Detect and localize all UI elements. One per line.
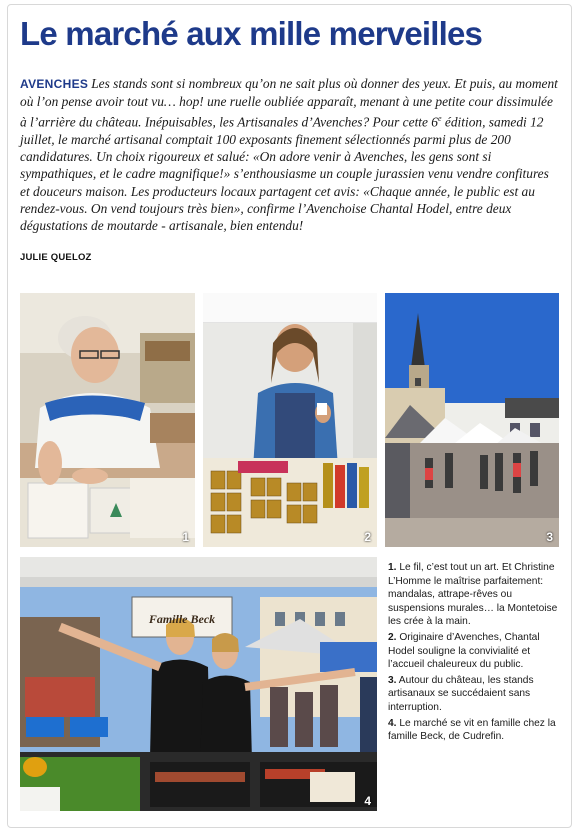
- caption-text: Le marché se vit en famille chez la famille Beck, de Cudrefin.: [388, 717, 556, 743]
- article-text-part-1: Les stands sont si nombreux qu’on ne sait plus où donner des yeux. Et puis, au moment où l’on pense avoir tout vu… hop! une ruelle oubliée apparaît, menant à une petite cour dissimulée à l’arrière du château. Inépuisables, les Artisanales d’Avenches? Pour cette 6: [20, 76, 558, 130]
- lead-location: AVENCHES: [20, 77, 89, 91]
- caption-1: [388, 561, 560, 629]
- ordinal-suffix: e: [438, 114, 442, 124]
- photo-number-2: 2: [364, 530, 371, 544]
- caption-number: 1.: [388, 562, 397, 573]
- byline: JULIE QUELOZ: [20, 252, 92, 263]
- caption-text: Le fil, c’est tout un art. Et Christine L’Homme le maîtrise parfaitement: mandalas, attrape-rêves ou suspensions murales… la Montetoise les crée à la main.: [388, 562, 558, 628]
- photo-number-3: 3: [546, 530, 553, 544]
- caption-2: [388, 631, 560, 672]
- caption-text: Originaire d’Avenches, Chantal Hodel souligne la convivialité et l’accueil chaleureux du public.: [388, 631, 540, 671]
- photo-mustard-vendor: [203, 293, 377, 547]
- stand-sign: Famille Beck: [148, 612, 216, 626]
- article-body: [20, 75, 558, 234]
- photo-captions: [388, 561, 560, 746]
- caption-number: 2.: [388, 631, 397, 643]
- caption-3: [388, 674, 560, 715]
- photo-castle-street-market: [385, 293, 559, 547]
- caption-number: 4.: [388, 717, 397, 729]
- photo-embroidery-woman: [20, 293, 195, 547]
- caption-text: Autour du château, les stands artisanaux se succédaient sans interruption.: [388, 674, 534, 713]
- headline: Le marché aux mille merveilles: [20, 15, 483, 52]
- photo-number-4: 4: [364, 794, 371, 808]
- article-text-part-2: édition, samedi 12 juillet, le marché artisanal comptait 100 exposants finement sélectionnés parmi plus de 200 candidatures. Un choix rigoureux et salué: «On adore venir à Avenches, les gens sont si sympathiques, et le cadre magnifique!» s’enthousiasme un couple jurassien venu vendre confitures et douceurs maison. Les producteurs locaux partagent cet avis: «Chaque année, le public est au rendez-vous. On vend toujours très bien», confirme l’Avenchoise Chantal Hodel, entre deux dégustations de moutarde - artisanale, bien entendu!: [20, 114, 549, 234]
- photo-number-1: 1: [182, 530, 189, 544]
- caption-4: [388, 717, 560, 744]
- caption-number: 3.: [388, 674, 397, 686]
- photo-beck-family-stand: [20, 557, 377, 811]
